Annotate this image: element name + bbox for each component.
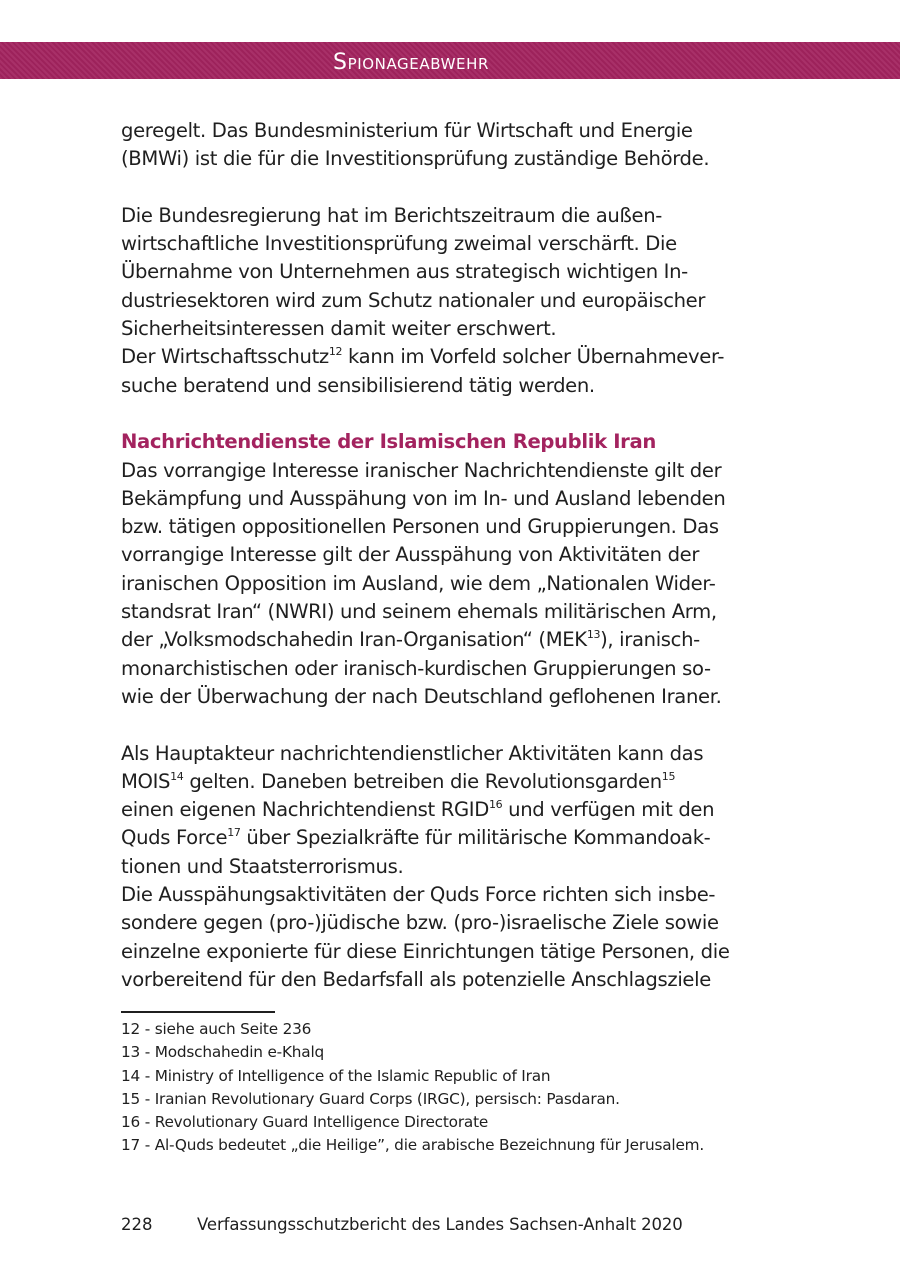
text-run: Der Wirtschaftsschutz <box>121 345 329 369</box>
text-line <box>121 768 781 796</box>
section-subheading: Nachrichtendienste der Islamischen Republik Iran <box>121 430 656 454</box>
footnote-ref-13: 13 <box>586 628 601 642</box>
text-line: Bekämpfung und Ausspähung von im In- und Ausland lebenden <box>121 486 726 510</box>
text-line <box>121 796 781 824</box>
footnote-divider <box>121 1011 275 1013</box>
section-title: Spionageabwehr <box>333 50 489 75</box>
footnote-item: 12 - siehe auch Seite 236 <box>121 1020 312 1038</box>
paragraph-iran-interesse <box>121 457 781 712</box>
text-line <box>121 824 781 852</box>
paragraph-mois <box>121 740 781 881</box>
text-run: einen eigenen Nachrichtendienst RGID <box>121 798 489 822</box>
text-run: der „Volksmodschahedin Iran-Organisation“ (MEK <box>121 628 587 652</box>
text-line: Das vorrangige Interesse iranischer Nachrichtendienste gilt der <box>121 458 722 482</box>
text-line: tionen und Staatsterrorismus. <box>121 854 404 878</box>
footnote-ref-15: 15 <box>661 769 676 783</box>
text-line <box>121 626 781 654</box>
footnote-item: 15 - Iranian Revolutionary Guard Corps (IRGC), persisch: Pasdaran. <box>121 1089 620 1108</box>
footnote-item: 14 - Ministry of Intelligence of the Islamic Republic of Iran <box>121 1066 551 1085</box>
text-line: Die Ausspähungsaktivitäten der Quds Force richten sich insbe- <box>121 883 716 907</box>
text-line: geregelt. Das Bundesministerium für Wirtschaft und Energie <box>121 119 693 142</box>
text-line: suche beratend und sensibilisierend tätig werden. <box>121 373 595 397</box>
main-text <box>121 117 781 994</box>
footnote-item: 17 - Al-Quds bedeutet „die Heilige”, die arabische Bezeichnung für Jerusalem. <box>121 1136 705 1155</box>
paragraph-bmwi <box>121 117 781 174</box>
text-line: wirtschaftliche Investitionsprüfung zweimal verschärft. Die <box>121 232 677 256</box>
text-line: standsrat Iran“ (NWRI) und seinem ehemals militärischen Arm, <box>121 600 717 624</box>
text-line: Übernahme von Unternehmen aus strategisch wichtigen In- <box>121 260 688 284</box>
text-run: kann im Vorfeld solcher Übernahmever- <box>342 345 725 369</box>
text-line: iranischen Opposition im Ausland, wie dem „Nationalen Wider- <box>121 571 716 595</box>
text-line: wie der Überwachung der nach Deutschland geflohenen Iraner. <box>121 684 722 708</box>
text-run: Quds Force <box>121 826 228 850</box>
text-run: und verfügen mit den <box>502 798 715 822</box>
footnote-item: 13 - Modschahedin e-Khalq <box>121 1043 325 1062</box>
paragraph-quds-force <box>121 881 781 994</box>
text-line: Als Hauptakteur nachrichtendienstlicher Aktivitäten kann das <box>121 741 704 765</box>
running-footer-title: Verfassungsschutzbericht des Landes Sachsen-Anhalt 2020 <box>197 1215 683 1234</box>
page-number: 228 <box>121 1215 153 1234</box>
footnote-ref-17: 17 <box>227 826 241 840</box>
footnote-ref-16: 16 <box>488 798 503 812</box>
text-line: Sicherheitsinteressen damit weiter erschwert. <box>121 317 557 341</box>
text-line: monarchistischen oder iranisch-kurdischen Gruppierungen so- <box>121 656 711 680</box>
footnote-ref-14: 14 <box>170 769 184 783</box>
text-line: Die Bundesregierung hat im Berichtszeitraum die außen- <box>121 203 662 227</box>
footnote-ref-12: 12 <box>328 345 343 359</box>
text-run: gelten. Daneben betreiben die Revolutionsgarden <box>183 769 662 793</box>
text-line: vorbereitend für den Bedarfsfall als potenzielle Anschlagsziele <box>121 967 711 991</box>
text-run: MOIS <box>121 769 171 793</box>
text-line: sondere gegen (pro-)jüdische bzw. (pro-)israelische Ziele sowie <box>121 911 719 935</box>
paragraph-investitionspruefung <box>121 202 781 343</box>
text-line: (BMWi) ist die für die Investitionsprüfung zuständige Behörde. <box>121 147 710 171</box>
text-line <box>121 343 781 371</box>
footnotes-list <box>121 1018 821 1158</box>
text-line: einzelne exponierte für diese Einrichtungen tätige Personen, die <box>121 939 730 963</box>
text-line: bzw. tätigen oppositionellen Personen und Gruppierungen. Das <box>121 515 719 539</box>
text-line: vorrangige Interesse gilt der Ausspähung von Aktivitäten der <box>121 543 700 567</box>
footnote-item: 16 - Revolutionary Guard Intelligence Directorate <box>121 1113 489 1132</box>
text-run: ), iranisch- <box>600 628 700 652</box>
text-line: dustriesektoren wird zum Schutz nationaler und europäischer <box>121 288 706 312</box>
paragraph-wirtschaftsschutz <box>121 343 781 400</box>
text-run: über Spezialkräfte für militärische Kommandoak- <box>240 826 711 850</box>
